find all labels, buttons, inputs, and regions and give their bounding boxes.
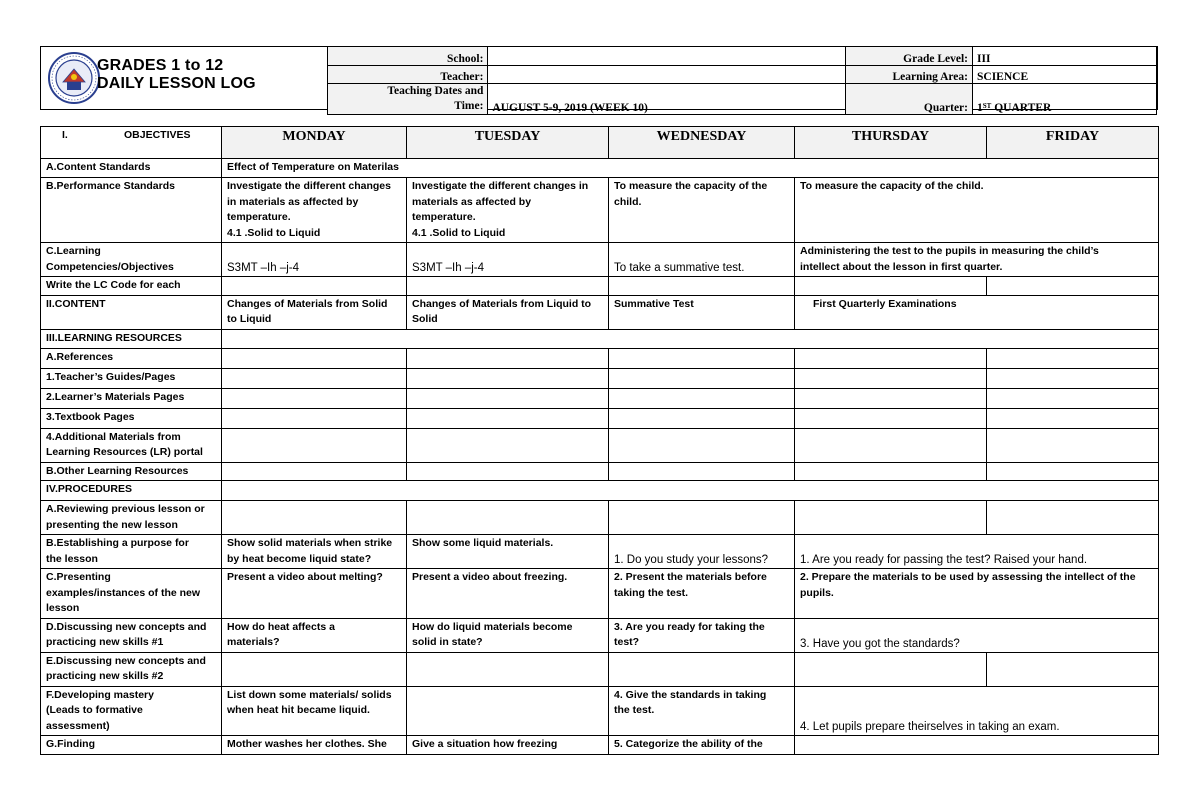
other-resources-monday[interactable]: [222, 462, 407, 481]
text-line: intellect about the lesson in first quarter.: [800, 260, 1003, 273]
text-line: (Leads to formative: [46, 704, 143, 716]
monday-header: MONDAY: [222, 127, 407, 159]
discussing1-monday[interactable]: [222, 618, 407, 652]
teaching-dates-field[interactable]: AUGUST 5-9, 2019 (WEEK 10): [488, 84, 846, 115]
mastery-label: [41, 686, 222, 736]
table-row: [41, 243, 1159, 277]
text-line: pupils.: [800, 586, 834, 599]
learning-area-field[interactable]: SCIENCE: [973, 66, 1157, 84]
mastery-wednesday[interactable]: [609, 686, 795, 736]
lc-code-friday[interactable]: [987, 277, 1159, 296]
teachers-guides-tuesday[interactable]: [407, 368, 609, 388]
content-standards-value[interactable]: Effect of Temperature on Materilas: [222, 159, 1159, 178]
quarter-ordinal: ST: [982, 102, 992, 110]
text-line: 2. Present the materials before: [614, 571, 767, 583]
learners-materials-thursday[interactable]: [795, 388, 987, 408]
learning-resources-value[interactable]: [222, 329, 1159, 348]
teaching-dates-label-line1: Teaching Dates and: [387, 85, 484, 97]
header-title-block: [41, 47, 327, 109]
reviewing-monday[interactable]: [222, 501, 407, 535]
discussing1-label: [41, 618, 222, 652]
textbook-friday[interactable]: [987, 408, 1159, 428]
text-line: temperature.: [412, 211, 476, 223]
discussing1-thursday[interactable]: 3. Have you got the standards?: [795, 618, 1159, 652]
other-resources-tuesday[interactable]: [407, 462, 609, 481]
text-line: child.: [614, 195, 642, 208]
reviewing-tuesday[interactable]: [407, 501, 609, 535]
teachers-guides-thursday[interactable]: [795, 368, 987, 388]
teachers-guides-wednesday[interactable]: [609, 368, 795, 388]
reviewing-friday[interactable]: [987, 501, 1159, 535]
text-line: Competencies/Objectives: [46, 260, 174, 273]
text-line: temperature.: [227, 211, 291, 223]
text-line: Learning Resources (LR) portal: [46, 446, 203, 458]
text-line: the test.: [614, 704, 655, 716]
grade-level-label: Grade Level:: [846, 47, 973, 66]
text-line: materials?: [227, 636, 280, 648]
performance-standards-wednesday[interactable]: [609, 178, 795, 243]
purpose-thursday[interactable]: 1. Are you ready for passing the test? Raised your hand.: [795, 535, 1159, 569]
table-row: [41, 481, 1159, 501]
presenting-label: [41, 569, 222, 619]
teacher-label: Teacher:: [328, 66, 488, 84]
learners-materials-monday[interactable]: [222, 388, 407, 408]
teaching-dates-label: [328, 84, 488, 115]
text-line: 4. Give the standards in taking: [614, 688, 767, 701]
teacher-field[interactable]: [488, 66, 846, 84]
performance-standards-thursday[interactable]: To measure the capacity of the child.: [795, 178, 1159, 243]
learning-resources-label: III.LEARNING RESOURCES: [41, 329, 222, 348]
text-line: List down some materials/ solids: [227, 688, 392, 701]
table-row: [41, 535, 1159, 569]
text-line: practicing new skills #1: [46, 636, 164, 648]
purpose-label: [41, 535, 222, 569]
other-resources-label: B.Other Learning Resources: [41, 462, 222, 481]
reviewing-label: [41, 501, 222, 535]
content-thursday[interactable]: First Quarterly Examinations: [795, 295, 1159, 329]
references-tuesday[interactable]: [407, 348, 609, 368]
textbook-thursday[interactable]: [795, 408, 987, 428]
table-row: [41, 408, 1159, 428]
table-row: [41, 329, 1159, 348]
text-line: presenting the new lesson: [46, 518, 178, 531]
teachers-guides-friday[interactable]: [987, 368, 1159, 388]
finding-thursday[interactable]: [795, 736, 1159, 755]
table-row: [41, 428, 1159, 462]
text-line: C.Presenting: [46, 571, 111, 583]
additional-materials-wednesday[interactable]: [609, 428, 795, 462]
content-tuesday[interactable]: [407, 295, 609, 329]
objectives-header: [41, 127, 222, 159]
lc-code-monday[interactable]: [222, 277, 407, 296]
learners-materials-friday[interactable]: [987, 388, 1159, 408]
table-row: [41, 348, 1159, 368]
discussing1-tuesday[interactable]: [407, 618, 609, 652]
text-line: F.Developing mastery: [46, 688, 154, 701]
header-title-line2: DAILY LESSON LOG: [97, 75, 256, 92]
objectives-title: OBJECTIVES: [124, 129, 191, 141]
discussing2-monday[interactable]: [222, 652, 407, 686]
text-line: assessment): [46, 719, 110, 732]
text-line: by heat become liquid state?: [227, 552, 372, 565]
table-row: [41, 652, 1159, 686]
text-line: 3. Are you ready for taking the: [614, 620, 765, 633]
table-row: [41, 569, 1159, 619]
discussing2-thursday[interactable]: [795, 652, 987, 686]
text-line: How do heat affects a: [227, 620, 335, 633]
additional-materials-friday[interactable]: [987, 428, 1159, 462]
text-line: 4.Additional Materials from: [46, 430, 181, 443]
lc-code-wednesday[interactable]: [609, 277, 795, 296]
text-line: To measure the capacity of the: [614, 180, 768, 192]
text-line: materials as affected by: [412, 195, 532, 208]
other-resources-friday[interactable]: [987, 462, 1159, 481]
learning-area-label: Learning Area:: [846, 66, 973, 84]
table-row: [41, 388, 1159, 408]
learners-materials-tuesday[interactable]: [407, 388, 609, 408]
text-line: Solid: [412, 313, 438, 325]
table-row: [41, 462, 1159, 481]
text-line: practicing new skills #2: [46, 670, 164, 682]
dll-header: [40, 46, 1158, 114]
text-line: E.Discussing new concepts and: [46, 654, 206, 667]
discussing2-friday[interactable]: [987, 652, 1159, 686]
competencies-wednesday[interactable]: To take a summative test.: [609, 243, 795, 277]
school-field[interactable]: [488, 47, 846, 66]
header-info-table: [327, 46, 1157, 115]
performance-standards-label: B.Performance Standards: [41, 178, 222, 243]
table-row: [41, 295, 1159, 329]
quarter-field[interactable]: [973, 84, 1157, 115]
teachers-guides-label: 1.Teacher’s Guides/Pages: [41, 368, 222, 388]
text-line: 2. Prepare the materials to be used by assessing the intellect of the: [800, 571, 1136, 583]
grade-level-field[interactable]: III: [973, 47, 1157, 66]
references-friday[interactable]: [987, 348, 1159, 368]
mastery-tuesday[interactable]: [407, 686, 609, 736]
text-line: C.Learning: [46, 245, 101, 257]
text-line: when heat hit became liquid.: [227, 704, 370, 716]
objectives-number: I.: [62, 129, 68, 141]
additional-materials-thursday[interactable]: [795, 428, 987, 462]
performance-standards-tuesday[interactable]: [407, 178, 609, 243]
discussing2-wednesday[interactable]: [609, 652, 795, 686]
table-row: [41, 618, 1159, 652]
quarter-label: Quarter:: [846, 84, 973, 115]
text-line: Administering the test to the pupils in measuring the child’s: [800, 245, 1099, 257]
text-line: Changes of Materials from Solid: [227, 297, 388, 310]
purpose-tuesday[interactable]: Show some liquid materials.: [407, 535, 609, 569]
table-row: [41, 159, 1159, 178]
textbook-tuesday[interactable]: [407, 408, 609, 428]
references-label: A.References: [41, 348, 222, 368]
other-resources-wednesday[interactable]: [609, 462, 795, 481]
text-line: Investigate the different changes: [227, 180, 391, 192]
procedures-label: IV.PROCEDURES: [41, 481, 222, 501]
table-row: [41, 277, 1159, 296]
text-line: D.Discussing new concepts and: [46, 620, 207, 633]
teachers-guides-monday[interactable]: [222, 368, 407, 388]
table-row: [41, 686, 1159, 736]
table-row: [41, 178, 1159, 243]
discussing2-label: [41, 652, 222, 686]
procedures-value[interactable]: [222, 481, 1159, 501]
school-label: School:: [328, 47, 488, 66]
finding-label: G.Finding: [41, 736, 222, 755]
references-monday[interactable]: [222, 348, 407, 368]
text-line: lesson: [46, 602, 80, 614]
lc-code-thursday[interactable]: [795, 277, 987, 296]
table-row: [41, 736, 1159, 755]
presenting-monday[interactable]: Present a video about melting?: [222, 569, 407, 619]
competencies-label: [41, 243, 222, 277]
finding-wednesday[interactable]: 5. Categorize the ability of the: [609, 736, 795, 755]
text-line: B.Establishing a purpose for: [46, 537, 189, 549]
text-line: to Liquid: [227, 313, 272, 325]
textbook-label: 3.Textbook Pages: [41, 408, 222, 428]
text-line: Investigate the different changes in: [412, 180, 589, 192]
additional-materials-tuesday[interactable]: [407, 428, 609, 462]
competencies-tuesday[interactable]: S3MT –Ih –j-4: [407, 243, 609, 277]
purpose-wednesday[interactable]: 1. Do you study your lessons?: [609, 535, 795, 569]
text-line: taking the test.: [614, 586, 689, 599]
textbook-wednesday[interactable]: [609, 408, 795, 428]
presenting-thursday[interactable]: [795, 569, 1159, 619]
table-row: [41, 127, 1159, 159]
competencies-thursday[interactable]: [795, 243, 1159, 277]
content-label: II.CONTENT: [41, 295, 222, 329]
learners-materials-label: 2.Learner’s Materials Pages: [41, 388, 222, 408]
reviewing-wednesday[interactable]: [609, 501, 795, 535]
reviewing-thursday[interactable]: [795, 501, 987, 535]
lc-code-label: Write the LC Code for each: [41, 277, 222, 296]
content-standards-label: A.Content Standards: [41, 159, 222, 178]
text-line: How do liquid materials become: [412, 620, 573, 633]
content-wednesday[interactable]: Summative Test: [609, 295, 795, 329]
content-monday[interactable]: [222, 295, 407, 329]
text-line: Show solid materials when strike: [227, 537, 393, 549]
table-row: [41, 368, 1159, 388]
thursday-header: THURSDAY: [795, 127, 987, 159]
text-line: the lesson: [46, 552, 98, 565]
additional-materials-label: [41, 428, 222, 462]
text-line: examples/instances of the new: [46, 586, 201, 599]
competencies-monday[interactable]: S3MT –Ih –j-4: [222, 243, 407, 277]
table-row: [41, 501, 1159, 535]
lc-code-tuesday[interactable]: [407, 277, 609, 296]
text-line: 4.1 .Solid to Liquid: [227, 226, 321, 239]
text-line: A.Reviewing previous lesson or: [46, 503, 205, 515]
header-title-line1: GRADES 1 to 12: [97, 57, 224, 74]
friday-header: FRIDAY: [987, 127, 1159, 159]
mastery-thursday[interactable]: 4. Let pupils prepare theirselves in taking an exam.: [795, 686, 1159, 736]
teaching-dates-label-line2: Time:: [454, 100, 484, 112]
deped-seal-icon: [47, 51, 101, 105]
finding-monday[interactable]: Mother washes her clothes. She: [222, 736, 407, 755]
purpose-monday[interactable]: [222, 535, 407, 569]
lesson-log-table: [40, 126, 1159, 755]
textbook-monday[interactable]: [222, 408, 407, 428]
text-line: 4.1 .Solid to Liquid: [412, 226, 506, 239]
discussing2-tuesday[interactable]: [407, 652, 609, 686]
wednesday-header: WEDNESDAY: [609, 127, 795, 159]
text-line: in materials as affected by: [227, 195, 359, 208]
discussing1-wednesday[interactable]: [609, 618, 795, 652]
text-line: solid in state?: [412, 636, 483, 648]
additional-materials-monday[interactable]: [222, 428, 407, 462]
other-resources-thursday[interactable]: [795, 462, 987, 481]
mastery-monday[interactable]: [222, 686, 407, 736]
tuesday-header: TUESDAY: [407, 127, 609, 159]
finding-tuesday[interactable]: Give a situation how freezing: [407, 736, 609, 755]
quarter-word: QUARTER: [991, 102, 1052, 114]
text-line: test?: [614, 636, 640, 648]
references-thursday[interactable]: [795, 348, 987, 368]
references-wednesday[interactable]: [609, 348, 795, 368]
presenting-wednesday[interactable]: [609, 569, 795, 619]
learners-materials-wednesday[interactable]: [609, 388, 795, 408]
performance-standards-monday[interactable]: [222, 178, 407, 243]
text-line: Changes of Materials from Liquid to: [412, 297, 592, 310]
presenting-tuesday[interactable]: Present a video about freezing.: [407, 569, 609, 619]
quarter-number: 1: [977, 102, 983, 114]
